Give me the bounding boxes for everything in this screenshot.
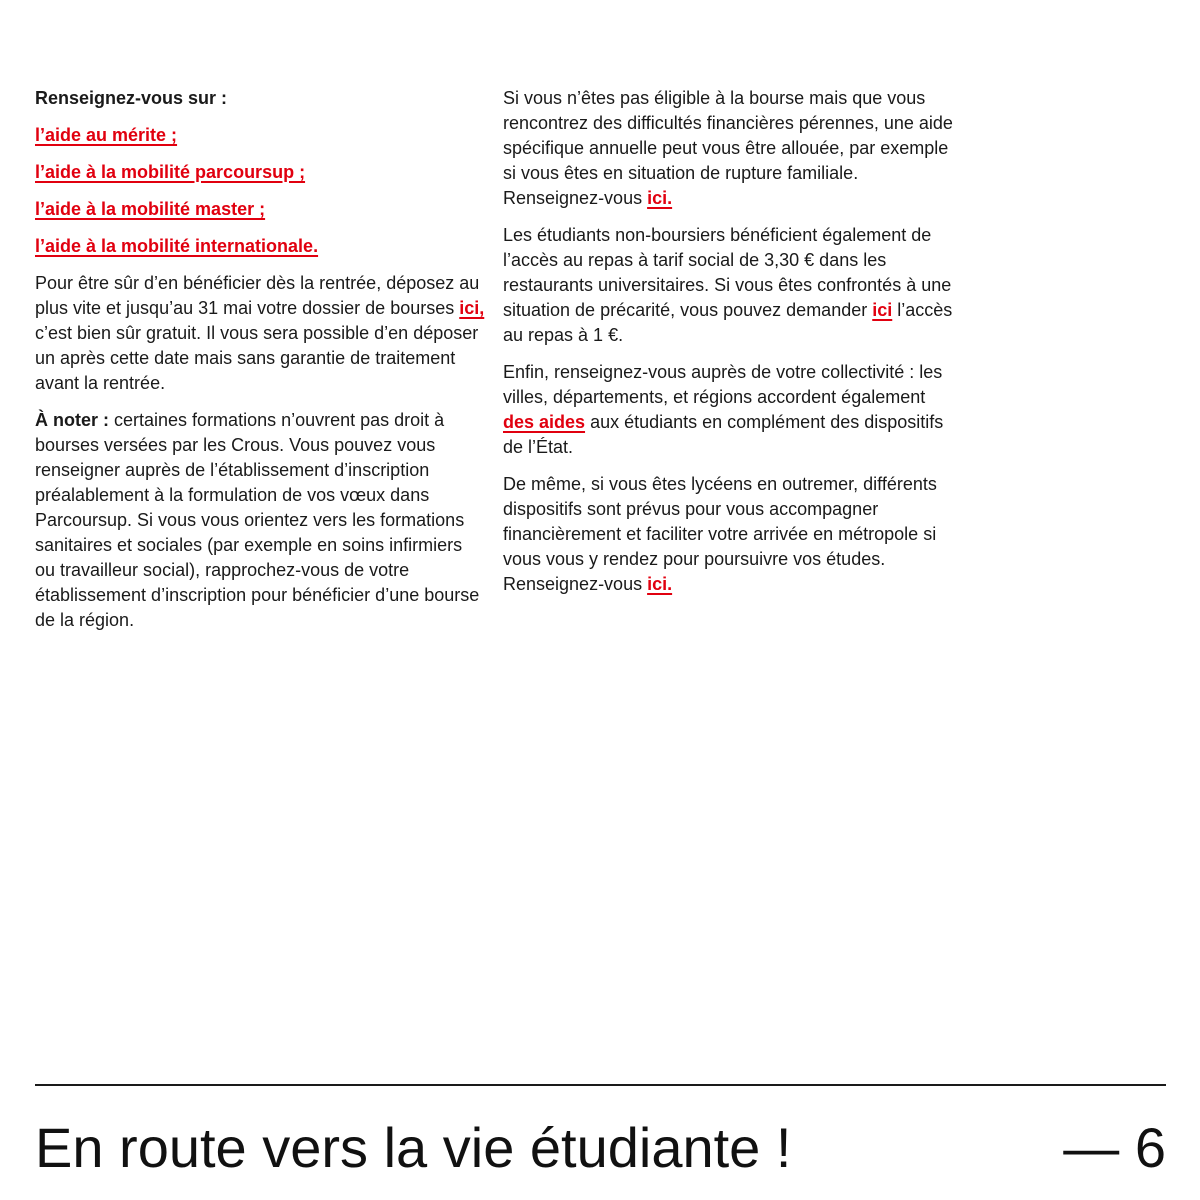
paragraph-outremer bbox=[503, 472, 958, 597]
link-ici-bourses[interactable]: ici, bbox=[459, 298, 485, 318]
paragraph-bourses bbox=[35, 271, 485, 396]
link-aide-mobilite-parcoursup[interactable]: l’aide à la mobilité parcoursup ; bbox=[35, 162, 306, 182]
intro-heading: Renseignez-vous sur : bbox=[35, 88, 228, 108]
paragraph-text: Enfin, renseignez-vous auprès de votre collectivité : les villes, départements, et régions accordent également bbox=[503, 362, 943, 407]
link-aide-mobilite-internationale[interactable]: l’aide à la mobilité internationale. bbox=[35, 236, 319, 256]
page-number: — 6 bbox=[1063, 1116, 1166, 1179]
link-des-aides[interactable]: des aides bbox=[503, 412, 586, 432]
link-aide-merite[interactable]: l’aide au mérite ; bbox=[35, 125, 178, 145]
note-label: À noter : bbox=[35, 410, 109, 430]
link-ici-repas[interactable]: ici bbox=[872, 300, 893, 320]
left-column bbox=[35, 86, 485, 645]
paragraph-repas bbox=[503, 223, 958, 348]
link-ici-outremer[interactable]: ici. bbox=[647, 574, 673, 594]
paragraph-text: Si vous n’êtes pas éligible à la bourse mais que vous rencontrez des difficultés financières pérennes, une aide spécifique annuelle peut vous être allouée, par exemple si vous êtes en situation de rupture familiale. Renseignez-vous bbox=[503, 88, 953, 208]
paragraph-collectivite bbox=[503, 360, 958, 460]
paragraph-note bbox=[35, 408, 485, 633]
paragraph-aide-specifique bbox=[503, 86, 958, 211]
link-ici-aide-specifique[interactable]: ici. bbox=[647, 188, 673, 208]
right-column bbox=[503, 86, 958, 609]
paragraph-text: De même, si vous êtes lycéens en outremer, différents dispositifs sont prévus pour vous accompagner financièrement et faciliter votre arrivée en métropole si vous vous y rendez pour poursuivre vos études. Renseignez-vous bbox=[503, 474, 937, 594]
paragraph-text: aux étudiants en complément des dispositifs de l’État. bbox=[503, 412, 944, 457]
paragraph-text: Les étudiants non-boursiers bénéficient également de l’accès au repas à tarif social de 3,30 € dans les restaurants universitaires. Si vous êtes confrontés à une situation de précarité, vous pouvez demander bbox=[503, 225, 952, 320]
paragraph-text: c’est bien sûr gratuit. Il vous sera possible d’en déposer un après cette date mais sans garantie de traitement avant la rentrée. bbox=[35, 323, 479, 393]
footer-title: En route vers la vie étudiante ! bbox=[35, 1116, 792, 1179]
footer-divider bbox=[35, 1084, 1166, 1086]
paragraph-text: l’accès au repas à 1 €. bbox=[503, 300, 953, 345]
paragraph-text: Pour être sûr d’en bénéficier dès la rentrée, déposez au plus vite et jusqu’au 31 mai votre dossier de bourses bbox=[35, 273, 480, 318]
link-aide-mobilite-master[interactable]: l’aide à la mobilité master ; bbox=[35, 199, 266, 219]
paragraph-text: certaines formations n’ouvrent pas droit à bourses versées par les Crous. Vous pouvez vous renseigner auprès de l’établissement d’inscription préalablement à la formulation de vos vœux dans Parcoursup. Si vous vous orientez vers les formations sanitaires et sociales (par exemple en soins infirmiers ou travailleur social), rapprochez-vous de votre établissement d’inscription pour bénéficier d’une bourse de la région. bbox=[35, 410, 480, 630]
